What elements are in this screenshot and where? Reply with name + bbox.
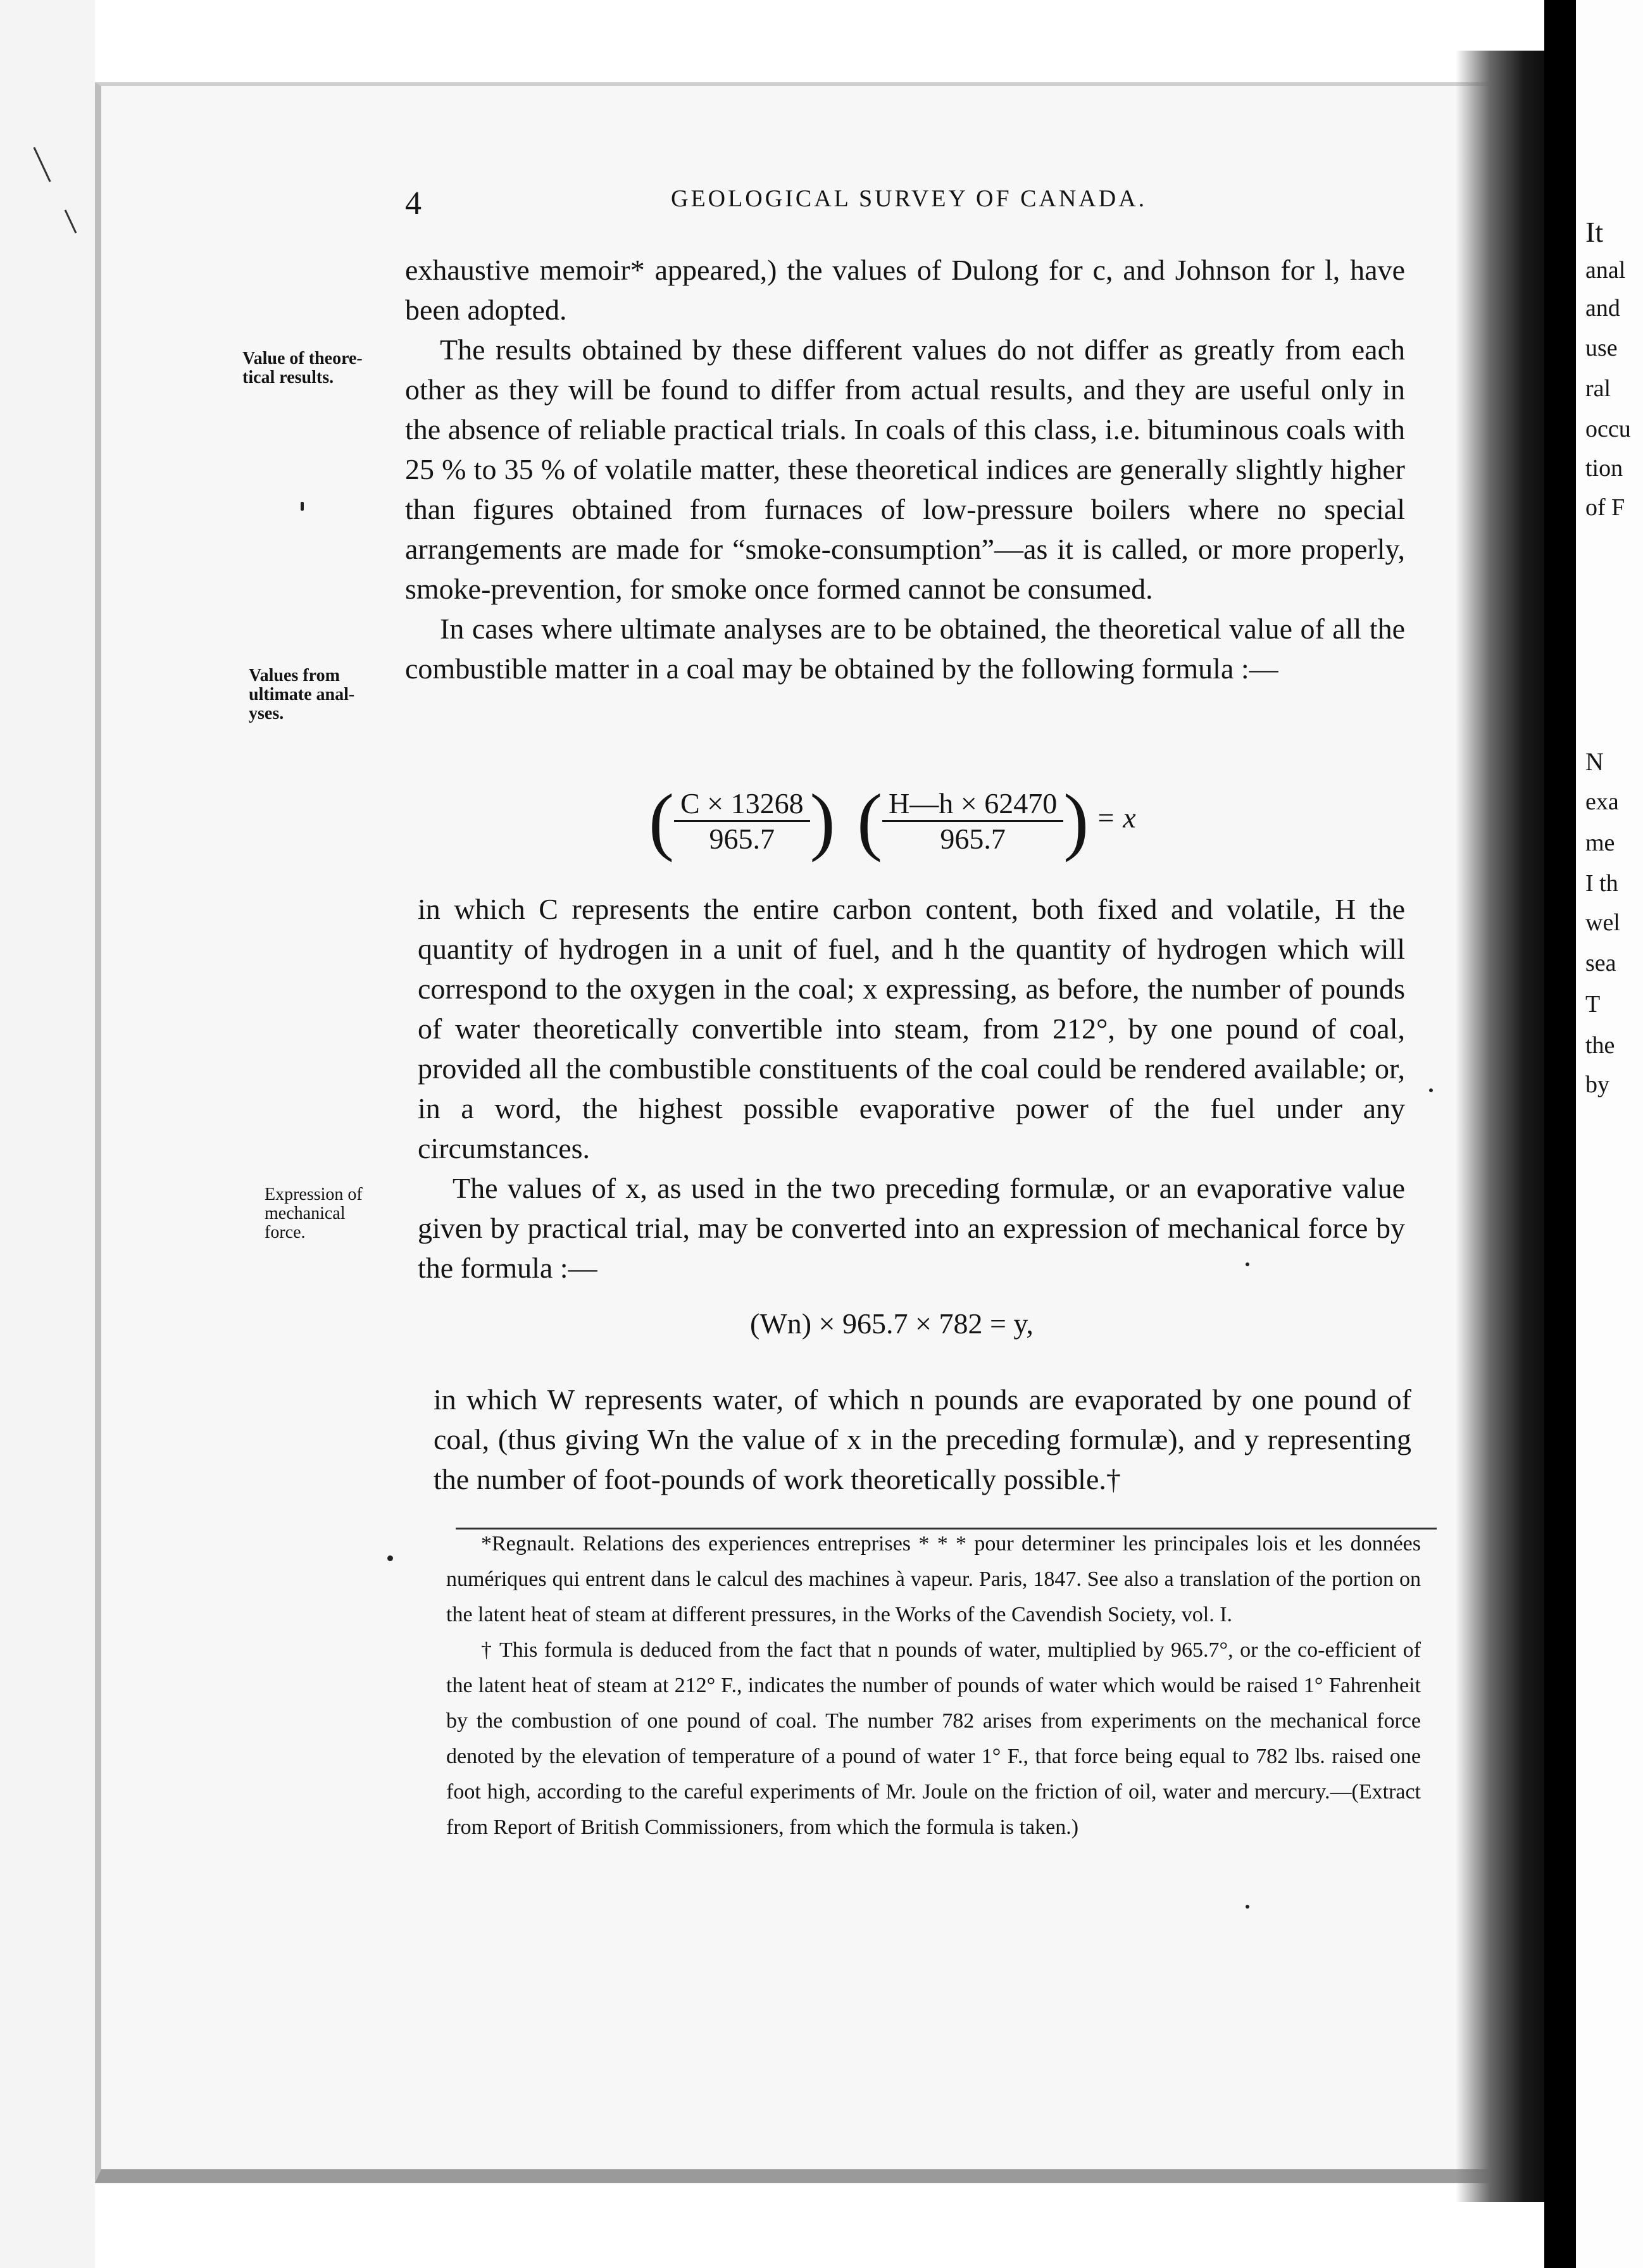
paragraph: In cases where ultimate analyses are to be obtained, the theoretical value of all the combustible matter in a coal may be obtained by the following formula :— <box>405 613 1405 685</box>
fraction-hydrogen: $\frac{H—h \times 62470}{965.7}$ <box>882 787 1063 856</box>
margin-note-ultimate-analyses: Values from ultimate anal- yses. <box>249 666 355 723</box>
next-page-fragment: exa <box>1585 788 1619 815</box>
next-page-fragment: the <box>1585 1032 1615 1059</box>
scan-speck <box>387 1555 393 1561</box>
next-page-fragment: by <box>1585 1071 1609 1098</box>
next-page-fragment: ral <box>1585 375 1611 402</box>
next-page-fragment: tion <box>1585 455 1623 482</box>
body-text-bottom <box>434 1380 1411 1499</box>
margin-note-theoretical-results: Value of theore- tical results. <box>242 349 363 387</box>
paragraph: exhaustive memoir* appeared,) the values of Dulong for c, and Johnson for l, have been adopted. <box>405 254 1405 326</box>
body-text-top <box>405 250 1405 688</box>
formula-result: = x <box>1096 801 1136 834</box>
running-title: GEOLOGICAL SURVEY OF CANADA. <box>671 185 1147 212</box>
next-page-fragment: me <box>1585 830 1615 856</box>
scan-speck <box>1246 1905 1249 1909</box>
footnotes <box>446 1526 1421 1845</box>
paragraph: The results obtained by these different values do not differ as greatly from each other as they will be found to differ from actual results, and they are useful only in the absence of reliable practical trials. In coals of this class, i.e. bituminous coals with 25 % to 35 % of volatile matter, these theoretical indices are generally slightly higher than figures obtained from furnaces of low-pressure boilers where no special arrangements are made for “smoke-consumption”—as it is called, or more properly, smoke-prevention, for smoke once formed cannot be consumed. <box>405 333 1405 605</box>
fraction-carbon: $\frac{C \times 13268}{965.7}$ <box>674 787 810 856</box>
page-number: 4 <box>405 185 422 221</box>
scan-speck <box>1429 1088 1433 1092</box>
footnote-formula: † This formula is deduced from the fact that n pounds of water, multiplied by 965.7°, or the co-efficient of the latent heat of steam at 212° F., indicates the number of pounds of water which would be raised 1° Fahrenheit by the combustion of one pound of coal. The number 782 arises from experiments on the mechanical force denoted by the elevation of temperature of a pound of water 1° F., that force being equal to 782 lbs. raised one foot high, according to the careful experiments of Mr. Joule on the friction of oil, water and mercury.—(Extract from Report of British Commissioners, from which the formula is taken.) <box>446 1638 1421 1839</box>
page-edge-shadow <box>1544 0 1576 2268</box>
margin-note-mechanical-force: Expression of mechanical force. <box>265 1185 363 1242</box>
footnote-regnault: *Regnault. Relations des experiences entreprises * * * pour determiner les principales lois et les données numériques qui entrent dans le calcul des machines à vapeur. Paris, 1847. See also a translation of the portion on the latent heat of steam at different pressures, in the Works of the Cavendish Society, vol. I. <box>446 1532 1421 1626</box>
next-page-fragment: sea <box>1585 950 1616 976</box>
paragraph: The values of x, as used in the two preceding formulæ, or an evaporative value given by practical trial, may be converted into an expression of mechanical force by the formula :— <box>418 1172 1405 1284</box>
formula-calorific-value: ( $\frac{C \times 13268}{965.7}$ ) ( $\frac{H—h \times 62470}{965.7}$ ) = x <box>649 778 1136 863</box>
next-page-fragment: T <box>1585 991 1601 1018</box>
formula-mechanical-force: (Wn) × 965.7 × 782 = y, <box>750 1307 1034 1340</box>
paragraph: in which W represents water, of which n pounds are evaporated by one pound of coal, (thus giving Wn the value of x in the preceding formulæ), and y representing the number of foot-pounds of work theoretically possible.† <box>434 1383 1411 1495</box>
next-page-fragment: wel <box>1585 909 1620 936</box>
paragraph: in which C represents the entire carbon content, both fixed and volatile, H the quantity of hydrogen in a unit of fuel, and h the quantity of hydrogen which will correspond to the oxygen in the coal; x expressing, as before, the number of pounds of water theoretically convertible into steam, from 212°, by one pound of coal, provided all the combustible constituents of the coal could be rendered available; or, in a word, the highest possible evaporative power of the fuel under any circumstances. <box>418 893 1405 1164</box>
next-page-fragment: anal <box>1585 257 1626 284</box>
scan-gutter <box>0 0 95 2268</box>
next-page-fragment: I th <box>1585 870 1618 897</box>
next-page-fragment: use <box>1585 335 1618 361</box>
body-text-middle <box>418 889 1405 1288</box>
next-page-fragment: occu <box>1585 416 1631 442</box>
next-page-fragment: N <box>1585 747 1604 776</box>
next-page-fragment: of F <box>1585 494 1625 521</box>
next-page-fragment: and <box>1585 295 1620 321</box>
next-page-fragment: It <box>1585 216 1604 248</box>
scan-speck <box>301 502 304 511</box>
